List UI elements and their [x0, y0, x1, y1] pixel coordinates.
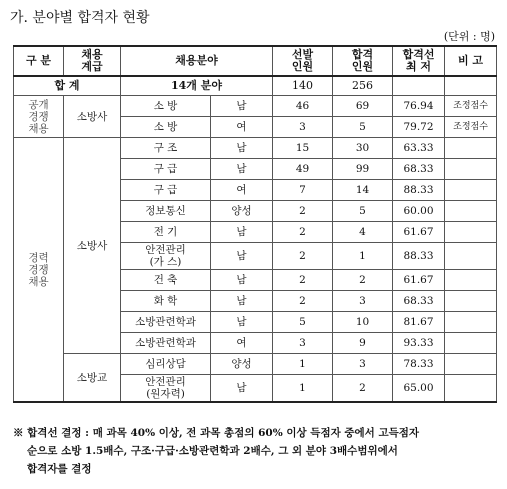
cell-selected: 1 — [273, 375, 333, 403]
cell-passed: 5 — [333, 117, 393, 138]
cell-passed: 2 — [333, 270, 393, 291]
cell-selected: 49 — [273, 159, 333, 180]
cell-field: 전 기 — [121, 222, 211, 243]
cell-selected: 3 — [273, 117, 333, 138]
cell-gender: 양성 — [211, 201, 273, 222]
header-cutoff: 합격선 최 저 — [393, 46, 445, 76]
header-row — [14, 46, 497, 76]
cell-selected: 2 — [273, 270, 333, 291]
cell-field: 구 급 — [121, 159, 211, 180]
cell-gender: 남 — [211, 96, 273, 117]
cell-field: 정보통신 — [121, 201, 211, 222]
header-selected: 선발 인원 — [273, 46, 333, 76]
cell-cutoff: 79.72 — [393, 117, 445, 138]
cell-passed: 99 — [333, 159, 393, 180]
cell-gender: 남 — [211, 159, 273, 180]
cell-remark — [445, 270, 497, 291]
cell-field: 소 방 — [121, 117, 211, 138]
footnote — [13, 424, 498, 478]
cell-remark — [445, 159, 497, 180]
cell-cutoff: 63.33 — [393, 138, 445, 159]
grade-fire-lieutenant: 소방교 — [64, 354, 121, 403]
cell-cutoff: 88.33 — [393, 180, 445, 201]
cell-passed: 30 — [333, 138, 393, 159]
cell-remark — [445, 201, 497, 222]
cell-selected: 2 — [273, 243, 333, 270]
cell-cutoff: 61.67 — [393, 270, 445, 291]
cell-remark — [445, 243, 497, 270]
grade-firefighter: 소방사 — [64, 96, 121, 138]
cell-gender: 남 — [211, 312, 273, 333]
cell-gender: 남 — [211, 375, 273, 403]
total-remark — [445, 76, 497, 96]
cell-field: 구 조 — [121, 138, 211, 159]
cell-gender: 남 — [211, 243, 273, 270]
total-passed: 256 — [333, 76, 393, 96]
cell-remark — [445, 333, 497, 354]
cell-passed: 5 — [333, 201, 393, 222]
cell-cutoff: 60.00 — [393, 201, 445, 222]
cell-passed: 3 — [333, 291, 393, 312]
cell-remark — [445, 291, 497, 312]
total-row — [14, 76, 497, 96]
header-category: 구 분 — [14, 46, 64, 76]
cell-passed: 10 — [333, 312, 393, 333]
cell-remark: 조정점수 — [445, 117, 497, 138]
cell-remark — [445, 312, 497, 333]
table-row — [14, 354, 497, 375]
cell-gender: 남 — [211, 291, 273, 312]
cell-cutoff: 81.67 — [393, 312, 445, 333]
cell-passed: 3 — [333, 354, 393, 375]
table-row — [14, 96, 497, 117]
cell-selected: 2 — [273, 291, 333, 312]
page-title: 가. 분야별 합격자 현황 — [10, 10, 150, 26]
group-public: 공개 경쟁 채용 — [14, 96, 64, 138]
cell-field: 소 방 — [121, 96, 211, 117]
cell-selected: 2 — [273, 222, 333, 243]
cell-selected: 2 — [273, 201, 333, 222]
cell-field: 화 학 — [121, 291, 211, 312]
cell-cutoff: 68.33 — [393, 291, 445, 312]
cell-selected: 15 — [273, 138, 333, 159]
cell-field: 소방관련학과 — [121, 312, 211, 333]
total-label: 합 계 — [14, 76, 121, 96]
cell-gender: 양성 — [211, 354, 273, 375]
footnote-line-3: 합격자를 결정 — [27, 463, 92, 475]
cell-gender: 여 — [211, 333, 273, 354]
cell-passed: 1 — [333, 243, 393, 270]
cell-remark — [445, 138, 497, 159]
cell-field: 심리상담 — [121, 354, 211, 375]
cell-field: 건 축 — [121, 270, 211, 291]
cell-gender: 남 — [211, 270, 273, 291]
cell-remark — [445, 222, 497, 243]
cell-cutoff: 68.33 — [393, 159, 445, 180]
cell-passed: 4 — [333, 222, 393, 243]
cell-remark — [445, 375, 497, 403]
cell-selected: 5 — [273, 312, 333, 333]
header-field: 채용분야 — [121, 46, 273, 76]
cell-cutoff: 88.33 — [393, 243, 445, 270]
cell-selected: 3 — [273, 333, 333, 354]
total-selected: 140 — [273, 76, 333, 96]
cell-cutoff: 76.94 — [393, 96, 445, 117]
grade-firefighter-career: 소방사 — [64, 138, 121, 354]
cell-gender: 남 — [211, 222, 273, 243]
cell-selected: 1 — [273, 354, 333, 375]
cell-field: 안전관리 (가 스) — [121, 243, 211, 270]
cell-field: 구 급 — [121, 180, 211, 201]
total-cutoff — [393, 76, 445, 96]
cell-gender: 여 — [211, 117, 273, 138]
cell-cutoff: 93.33 — [393, 333, 445, 354]
unit-label: (단위 : 명) — [443, 30, 495, 43]
table-row — [14, 138, 497, 159]
cell-remark — [445, 354, 497, 375]
results-table — [13, 45, 497, 403]
cell-cutoff: 78.33 — [393, 354, 445, 375]
cell-passed: 69 — [333, 96, 393, 117]
cell-passed: 14 — [333, 180, 393, 201]
cell-passed: 9 — [333, 333, 393, 354]
cell-cutoff: 65.00 — [393, 375, 445, 403]
total-field: 14개 분야 — [121, 76, 273, 96]
cell-passed: 2 — [333, 375, 393, 403]
cell-field: 소방관련학과 — [121, 333, 211, 354]
cell-remark: 조정점수 — [445, 96, 497, 117]
cell-gender: 남 — [211, 138, 273, 159]
cell-gender: 여 — [211, 180, 273, 201]
footnote-line-1: ※ 합격선 결정 : 매 과목 40% 이상, 전 과목 총점의 60% 이상 득점자 중에서 고득점자 — [13, 427, 420, 439]
cell-selected: 7 — [273, 180, 333, 201]
cell-remark — [445, 180, 497, 201]
header-remark: 비 고 — [445, 46, 497, 76]
cell-selected: 46 — [273, 96, 333, 117]
header-grade: 채용 계급 — [64, 46, 121, 76]
group-career: 경력 경쟁 채용 — [14, 138, 64, 403]
cell-cutoff: 61.67 — [393, 222, 445, 243]
header-passed: 합격 인원 — [333, 46, 393, 76]
footnote-line-2: 순으로 소방 1.5배수, 구조·구급·소방관련학과 2배수, 그 외 분야 3배수범위에서 — [27, 445, 398, 457]
cell-field: 안전관리 (원자력) — [121, 375, 211, 403]
